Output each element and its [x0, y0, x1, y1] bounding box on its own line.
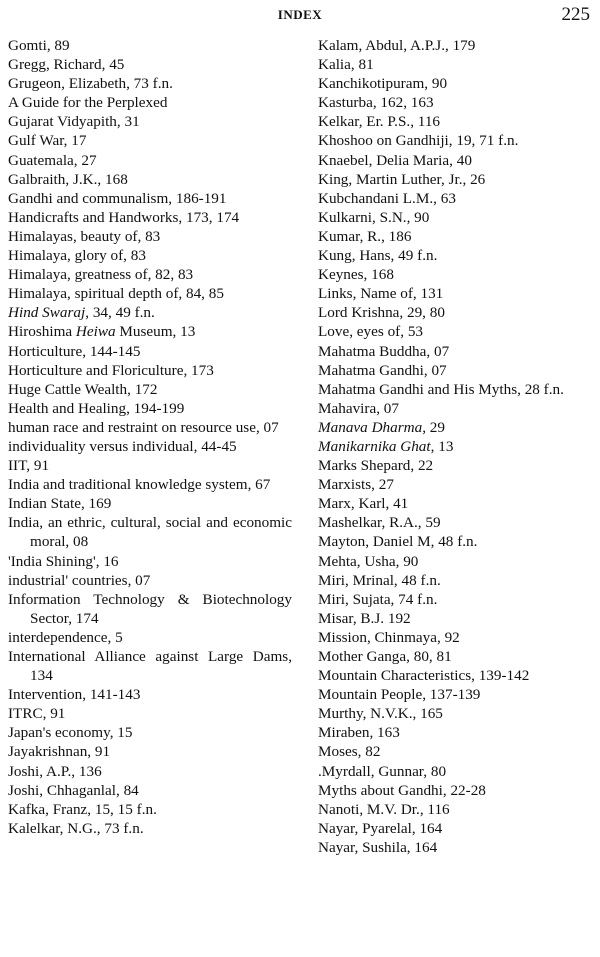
index-entry-text: Marx, Karl, 41 — [318, 495, 409, 513]
index-entry — [8, 762, 292, 781]
index-entry-text: Marks Shepard, 22 — [318, 457, 434, 475]
index-entry — [318, 93, 594, 112]
index-entry-text: India and traditional knowledge system, 67 — [8, 476, 271, 494]
index-entry — [8, 284, 292, 303]
index-entry-text: Gujarat Vidyapith, 31 — [8, 113, 140, 131]
index-entry-italic-text: Manikarnika Ghat — [318, 437, 431, 455]
index-entry — [318, 265, 594, 284]
index-entry — [8, 628, 292, 647]
index-entry-text: Miri, Mrinal, 48 f.n. — [318, 571, 441, 589]
index-entry — [318, 552, 594, 571]
index-entry — [8, 151, 292, 170]
index-entry — [8, 723, 292, 742]
index-entry — [318, 55, 594, 74]
index-entry — [318, 647, 594, 666]
index-entry — [8, 399, 292, 418]
index-entry-text: Knaebel, Delia Maria, 40 — [318, 151, 472, 169]
index-entry-text: ITRC, 91 — [8, 705, 66, 723]
index-entry-text: Mission, Chinmaya, 92 — [318, 628, 460, 646]
index-entry — [318, 112, 594, 131]
index-entry-text: IIT, 91 — [8, 457, 50, 475]
index-entry-text: Mahatma Buddha, 07 — [318, 342, 450, 360]
index-entry-text: Grugeon, Elizabeth, 73 f.n. — [8, 75, 173, 93]
index-entry-text: Miri, Sujata, 74 f.n. — [318, 590, 438, 608]
index-entry-text: Mehta, Usha, 90 — [318, 552, 419, 570]
index-entry — [8, 475, 292, 494]
index-entry — [318, 342, 594, 361]
page-header — [0, 4, 600, 26]
index-entry-text: Guatemala, 27 — [8, 151, 97, 169]
index-entry-text: India, an ethric, cultural, social and economic moral, 08 — [8, 514, 292, 551]
index-entry-text: Mountain Characteristics, 139-142 — [318, 667, 530, 685]
index-entry — [8, 437, 292, 456]
index-entry-text: , 13 — [430, 437, 454, 455]
index-entry-text: Kanchikotipuram, 90 — [318, 75, 448, 93]
index-entry — [318, 284, 594, 303]
index-entry — [8, 494, 292, 513]
index-entry-text: Myths about Gandhi, 22-28 — [318, 781, 486, 799]
index-entry-text: individuality versus individual, 44-45 — [8, 437, 237, 455]
index-entry-text: Kalia, 81 — [318, 56, 374, 74]
index-column-right — [318, 36, 594, 857]
index-entry — [318, 590, 594, 609]
index-entry-text: Nanoti, M.V. Dr., 116 — [318, 800, 450, 818]
index-entry — [8, 189, 292, 208]
index-entry-text: Moses, 82 — [318, 743, 381, 761]
index-entry-text: Lord Krishna, 29, 80 — [318, 304, 445, 322]
index-entry-text: Kafka, Franz, 15, 15 f.n. — [8, 800, 157, 818]
index-entry — [8, 246, 292, 265]
index-entry-text: Kalam, Abdul, A.P.J., 179 — [318, 37, 476, 54]
index-entry — [318, 36, 594, 55]
index-entry-text: Mashelkar, R.A., 59 — [318, 514, 441, 532]
index-entry — [8, 303, 292, 322]
index-entry-text: Mahatma Gandhi and His Myths, 28 f.n. — [318, 380, 564, 398]
index-entry-text: Jayakrishnan, 91 — [8, 743, 111, 761]
index-entry — [318, 609, 594, 628]
index-entry-text: Horticulture and Floriculture, 173 — [8, 361, 214, 379]
index-entry — [318, 361, 594, 380]
index-entry-text: Kelkar, Er. P.S., 116 — [318, 113, 441, 131]
index-entry — [318, 762, 594, 781]
index-entry — [8, 418, 292, 437]
index-entry-text: Misar, B.J. 192 — [318, 609, 411, 627]
index-entry-text: International Alliance against Large Dams, 134 — [8, 648, 292, 685]
index-entry — [318, 571, 594, 590]
index-entry — [8, 93, 292, 112]
index-entry — [318, 456, 594, 475]
index-entry — [8, 170, 292, 189]
index-entry-text: .Myrdall, Gunnar, 80 — [318, 762, 447, 780]
index-entry-text: Himalaya, spiritual depth of, 84, 85 — [8, 285, 224, 303]
index-entry-text: Kasturba, 162, 163 — [318, 94, 434, 112]
index-entry-text: Intervention, 141-143 — [8, 686, 141, 704]
index-entry-italic-text: Manava Dharma — [318, 418, 423, 436]
index-entry — [8, 571, 292, 590]
index-entry-text: Gomti, 89 — [8, 37, 70, 54]
index-entry — [8, 74, 292, 93]
index-entry — [318, 303, 594, 322]
index-entry-text: Nayar, Pyarelal, 164 — [318, 819, 443, 837]
running-title: INDEX — [277, 7, 323, 22]
index-entry-text: Marxists, 27 — [318, 476, 394, 494]
index-entry-text: industrial' countries, 07 — [8, 571, 151, 589]
index-entry — [318, 494, 594, 513]
index-entry — [8, 800, 292, 819]
index-entry-text: Hiroshima — [8, 323, 76, 341]
index-entry-text: Himalayas, beauty of, 83 — [8, 227, 161, 245]
index-entry-text: Museum, 13 — [115, 323, 196, 341]
index-entry-text: Kung, Hans, 49 f.n. — [318, 247, 438, 265]
index-entry-text: Khoshoo on Gandhiji, 19, 71 f.n. — [318, 132, 519, 150]
index-entry — [8, 265, 292, 284]
index-entry — [318, 74, 594, 93]
index-entry — [8, 36, 292, 55]
index-entry — [318, 322, 594, 341]
index-entry — [8, 742, 292, 761]
index-entry — [8, 380, 292, 399]
index-entry-text: Health and Healing, 194-199 — [8, 399, 185, 417]
index-entry — [318, 380, 594, 399]
index-entry-text: Galbraith, J.K., 168 — [8, 170, 128, 188]
index-entry — [8, 322, 292, 341]
index-entry — [318, 208, 594, 227]
index-entry — [318, 170, 594, 189]
index-entry-text: Mother Ganga, 80, 81 — [318, 648, 452, 665]
index-entry-text: , 29 — [422, 418, 445, 436]
index-entry — [318, 131, 594, 150]
index-entry-text: Mahavira, 07 — [318, 399, 399, 417]
index-entry — [8, 342, 292, 361]
index-entry-text: Huge Cattle Wealth, 172 — [8, 380, 158, 398]
index-entry — [318, 151, 594, 170]
index-entry-text: Gregg, Richard, 45 — [8, 56, 125, 74]
index-entry-text: Links, Name of, 131 — [318, 285, 444, 303]
index-entry-text: Indian State, 169 — [8, 495, 112, 513]
index-entry — [8, 227, 292, 246]
index-entry — [318, 399, 594, 418]
index-entry — [8, 55, 292, 74]
index-entry — [8, 131, 292, 150]
index-entry — [8, 552, 292, 571]
index-entry-text: Murthy, N.V.K., 165 — [318, 705, 443, 723]
index-entry — [318, 685, 594, 704]
index-entry — [318, 800, 594, 819]
index-entry-text: Gandhi and communalism, 186-191 — [8, 189, 227, 207]
index-entry-text: Japan's economy, 15 — [8, 724, 133, 742]
index-entry — [318, 189, 594, 208]
index-entry-text: King, Martin Luther, Jr., 26 — [318, 170, 486, 188]
index-entry — [318, 437, 594, 456]
index-entry — [318, 781, 594, 800]
index-entry — [318, 246, 594, 265]
index-entry — [318, 532, 594, 551]
index-entry — [318, 628, 594, 647]
index-entry-italic-text: Hind Swaraj — [8, 304, 86, 322]
index-entry — [8, 361, 292, 380]
index-entry — [318, 838, 594, 857]
index-entry-text: Handicrafts and Handworks, 173, 174 — [8, 208, 240, 226]
index-entry — [318, 227, 594, 246]
index-entry-text: Gulf War, 17 — [8, 132, 87, 150]
index-entry — [318, 666, 594, 685]
index-entry-italic-text: Heiwa — [75, 323, 116, 341]
index-entry-text: Kubchandani L.M., 63 — [318, 189, 456, 207]
index-entry — [318, 513, 594, 532]
index-entry — [318, 742, 594, 761]
index-entry-text: Kumar, R., 186 — [318, 227, 412, 245]
index-entry-text: Mountain People, 137-139 — [318, 686, 481, 704]
index-entry — [318, 723, 594, 742]
index-entry-text: Himalaya, glory of, 83 — [8, 247, 146, 265]
index-entry-text: interdependence, 5 — [8, 628, 123, 646]
index-entry-text: Miraben, 163 — [318, 724, 400, 742]
index-entry — [8, 112, 292, 131]
index-entry-text: Mahatma Gandhi, 07 — [318, 361, 447, 379]
index-entry — [8, 819, 292, 838]
index-entry-text: 'India Shining', 16 — [8, 552, 119, 570]
index-entry — [8, 456, 292, 475]
index-entry — [8, 704, 292, 723]
index-entry-text: Horticulture, 144-145 — [8, 342, 141, 360]
index-entry-text: Love, eyes of, 53 — [318, 323, 424, 341]
index-entry — [8, 647, 292, 685]
index-entry-text: Himalaya, greatness of, 82, 83 — [8, 266, 194, 284]
page-number: 225 — [561, 4, 590, 25]
index-entry — [318, 475, 594, 494]
index-entry — [8, 781, 292, 800]
index-entry-text: , 34, 49 f.n. — [85, 304, 155, 322]
index-entry-text: Joshi, Chhaganlal, 84 — [8, 781, 139, 799]
index-entry — [8, 513, 292, 551]
index-entry-text: Kulkarni, S.N., 90 — [318, 208, 430, 226]
index-entry-text: Keynes, 168 — [318, 266, 394, 284]
index-entry-text: Nayar, Sushila, 164 — [318, 838, 438, 856]
index-entry-text: human race and restraint on resource use, 07 — [8, 418, 279, 436]
index-entry-text: Mayton, Daniel M, 48 f.n. — [318, 533, 478, 551]
index-entry-text: Kalelkar, N.G., 73 f.n. — [8, 819, 144, 837]
index-column-left — [8, 36, 292, 838]
index-entry — [318, 418, 594, 437]
index-entry — [318, 819, 594, 838]
index-entry-text: Joshi, A.P., 136 — [8, 762, 102, 780]
index-entry — [8, 590, 292, 628]
index-entry-text: A Guide for the Perplexed — [8, 94, 168, 112]
index-entry — [318, 704, 594, 723]
index-entry — [8, 208, 292, 227]
index-entry — [8, 685, 292, 704]
index-entry-text: Information Technology & Biotechnology Sector, 174 — [8, 590, 292, 627]
